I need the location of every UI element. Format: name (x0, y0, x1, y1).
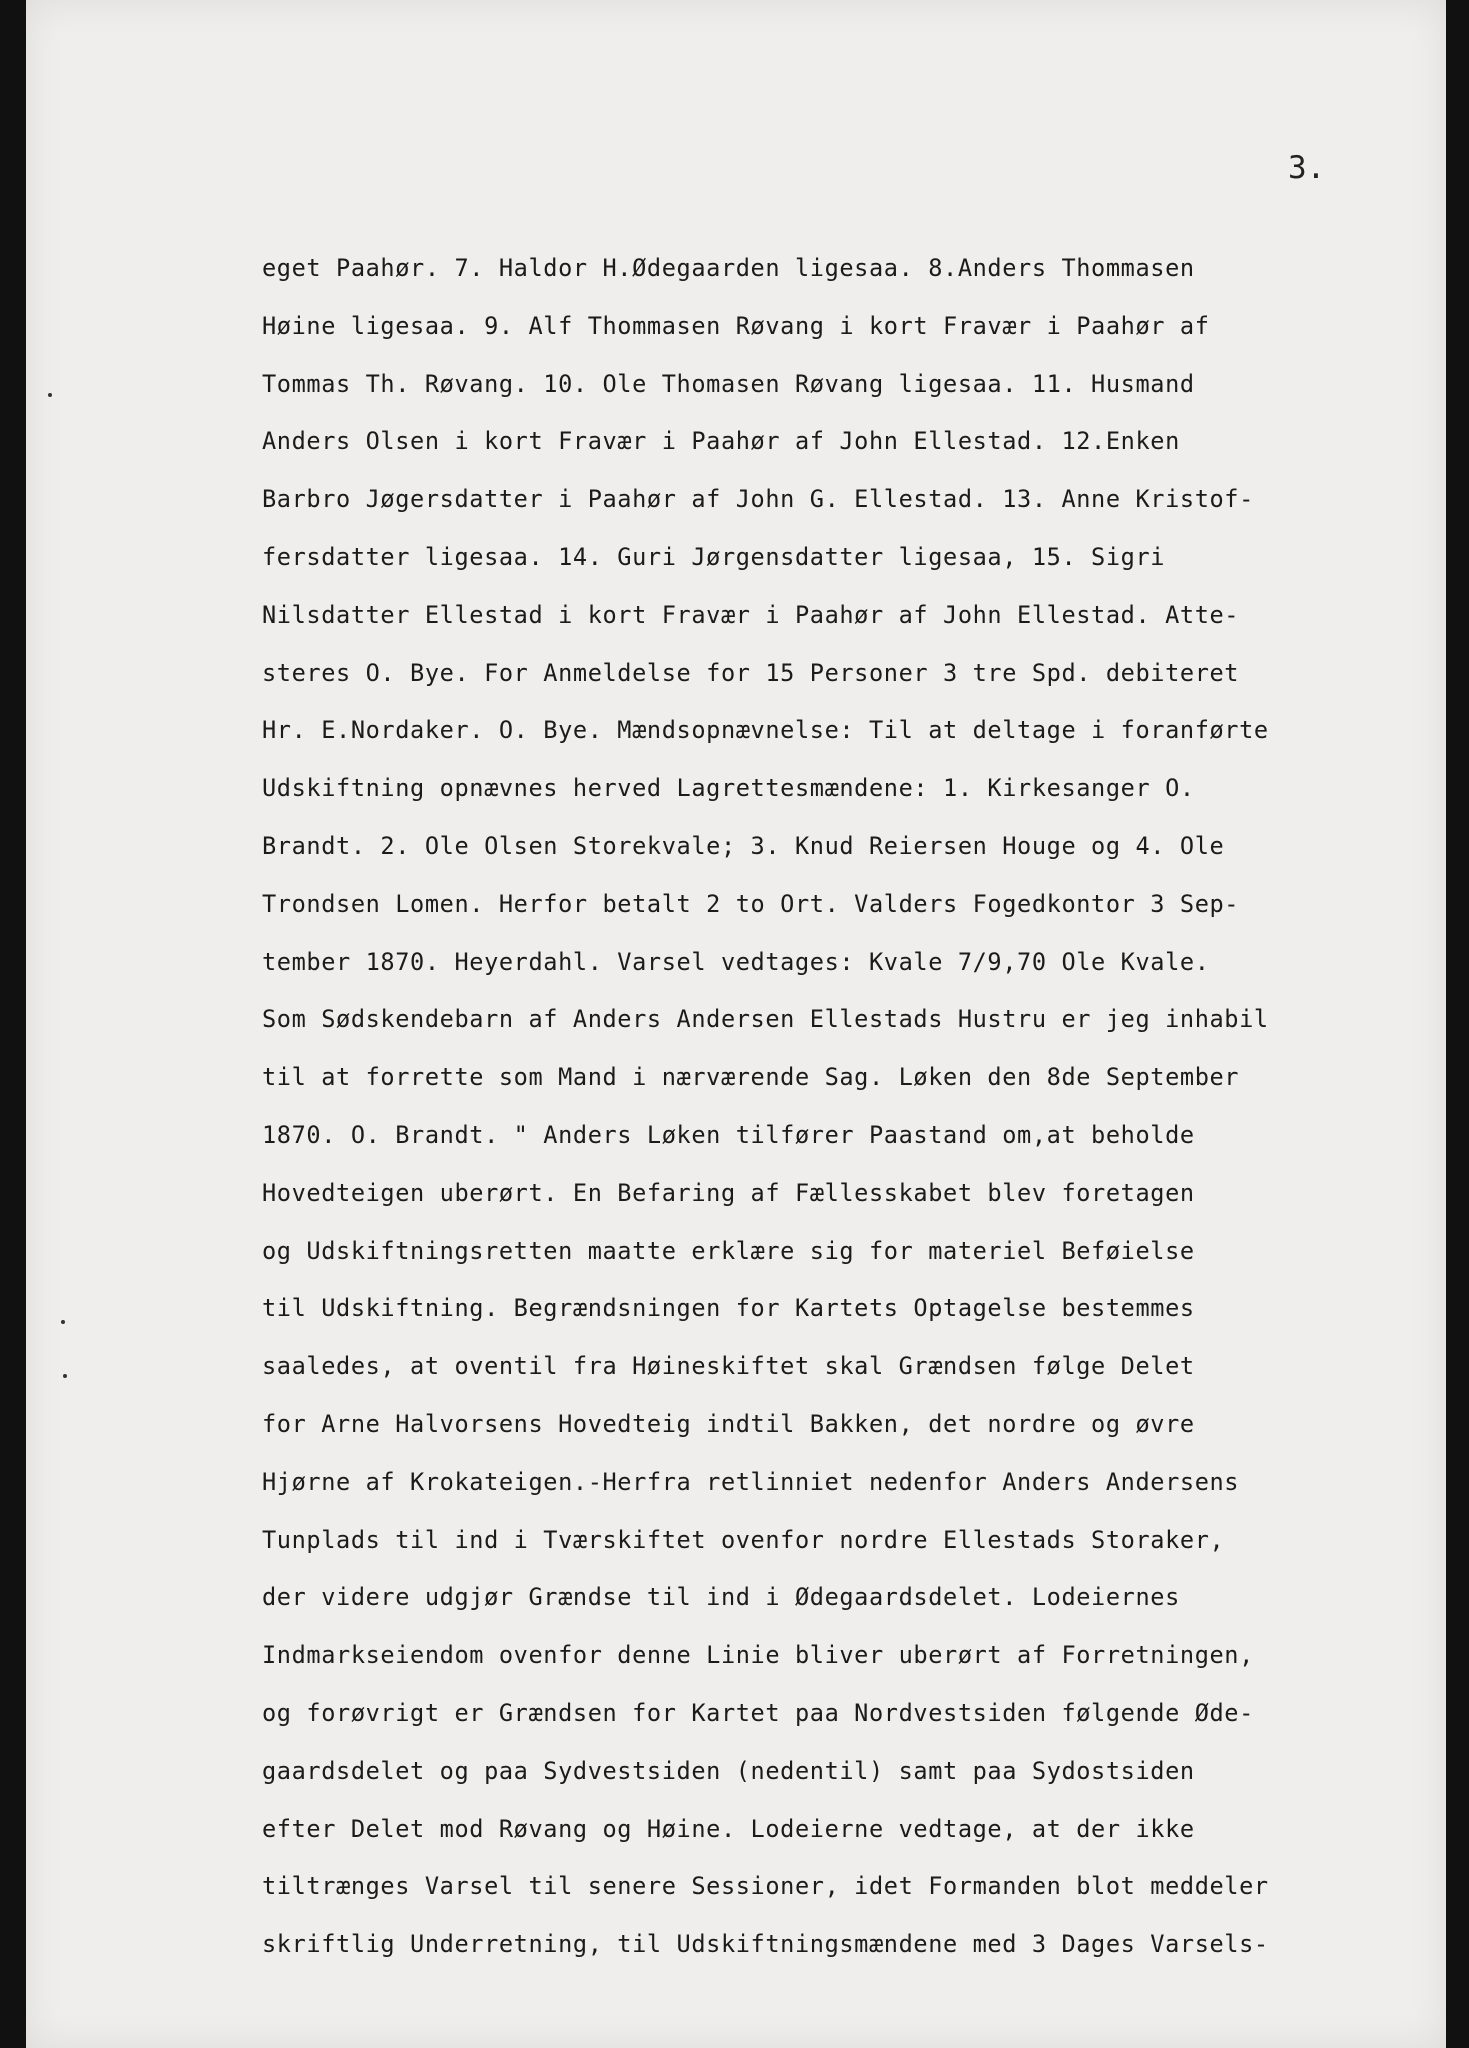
text-line: Anders Olsen i kort Fravær i Paahør af John Ellestad. 12.Enken (262, 427, 1180, 456)
text-line: fersdatter ligesaa. 14. Guri Jørgensdatter ligesaa, 15. Sigri (262, 542, 1166, 571)
text-line: Tommas Th. Røvang. 10. Ole Thomasen Røvang ligesaa. 11. Husmand (262, 369, 1195, 398)
text-line: tiltrænges Varsel til senere Sessioner, idet Formanden blot meddeler (262, 1872, 1269, 1901)
text-line: Hjørne af Krokateigen.-Herfra retlinniet nedenfor Anders Andersens (262, 1467, 1240, 1496)
text-line: saaledes, at oventil fra Høineskiftet skal Grændsen følge Delet (262, 1352, 1195, 1381)
text-line: skriftlig Underretning, til Udskiftningsmændene med 3 Dages Varsels- (262, 1930, 1269, 1959)
text-line: til Udskiftning. Begrændsningen for Kartets Optagelse bestemmes (262, 1294, 1195, 1323)
typewritten-text (262, 240, 1447, 1974)
text-line: 1870. O. Brandt. " Anders Løken tilfører Paastand om,at beholde (262, 1120, 1195, 1149)
text-line: og Udskiftningsretten maatte erklære sig for materiel Beføielse (262, 1236, 1195, 1265)
text-line: Indmarkseiendom ovenfor denne Linie bliver uberørt af Forretningen, (262, 1641, 1254, 1670)
text-line: gaardsdelet og paa Sydvestsiden (nedentil) samt paa Sydostsiden (262, 1756, 1195, 1785)
text-line: eget Paahør. 7. Haldor H.Ødegaarden ligesaa. 8.Anders Thommasen (262, 254, 1195, 282)
text-line: for Arne Halvorsens Hovedteig indtil Bakken, det nordre og øvre (262, 1409, 1195, 1438)
text-line: Nilsdatter Ellestad i kort Fravær i Paahør af John Ellestad. Atte- (262, 600, 1240, 629)
text-line: Høine ligesaa. 9. Alf Thommasen Røvang i kort Fravær i Paahør af (262, 311, 1210, 340)
text-line: der videre udgjør Grændse til ind i Ødegaardsdelet. Lodeiernes (262, 1583, 1180, 1612)
text-line: Som Sødskendebarn af Anders Andersen Ellestads Hustru er jeg inhabil (262, 1005, 1269, 1034)
margin-mark (61, 1320, 65, 1324)
text-line: og forøvrigt er Grændsen for Kartet paa Nordvestsiden følgende Øde- (262, 1698, 1254, 1727)
text-line: til at forrette som Mand i nærværende Sag. Løken den 8de September (262, 1063, 1240, 1092)
margin-mark (48, 393, 52, 397)
text-line: efter Delet mod Røvang og Høine. Lodeierne vedtage, at der ikke (262, 1814, 1195, 1843)
text-line: Hovedteigen uberørt. En Befaring af Fællesskabet blev foretagen (262, 1178, 1195, 1207)
margin-mark (63, 1374, 67, 1378)
page-number: 3. (1288, 150, 1326, 186)
text-line: tember 1870. Heyerdahl. Varsel vedtages: Kvale 7/9,70 Ole Kvale. (262, 947, 1210, 976)
text-line: Brandt. 2. Ole Olsen Storekvale; 3. Knud Reiersen Houge og 4. Ole (262, 831, 1225, 860)
text-line: Hr. E.Nordaker. O. Bye. Mændsopnævnelse: Til at deltage i foranførte (262, 716, 1269, 745)
text-line: steres O. Bye. For Anmeldelse for 15 Personer 3 tre Spd. debiteret (262, 658, 1240, 687)
text-line: Trondsen Lomen. Herfor betalt 2 to Ort. Valders Fogedkontor 3 Sep- (262, 889, 1240, 918)
text-line: Barbro Jøgersdatter i Paahør af John G. Ellestad. 13. Anne Kristof- (262, 485, 1254, 514)
text-line: Tunplads til ind i Tværskiftet ovenfor nordre Ellestads Storaker, (262, 1525, 1225, 1554)
text-line: Udskiftning opnævnes herved Lagrettesmændene: 1. Kirkesanger O. (262, 774, 1195, 803)
